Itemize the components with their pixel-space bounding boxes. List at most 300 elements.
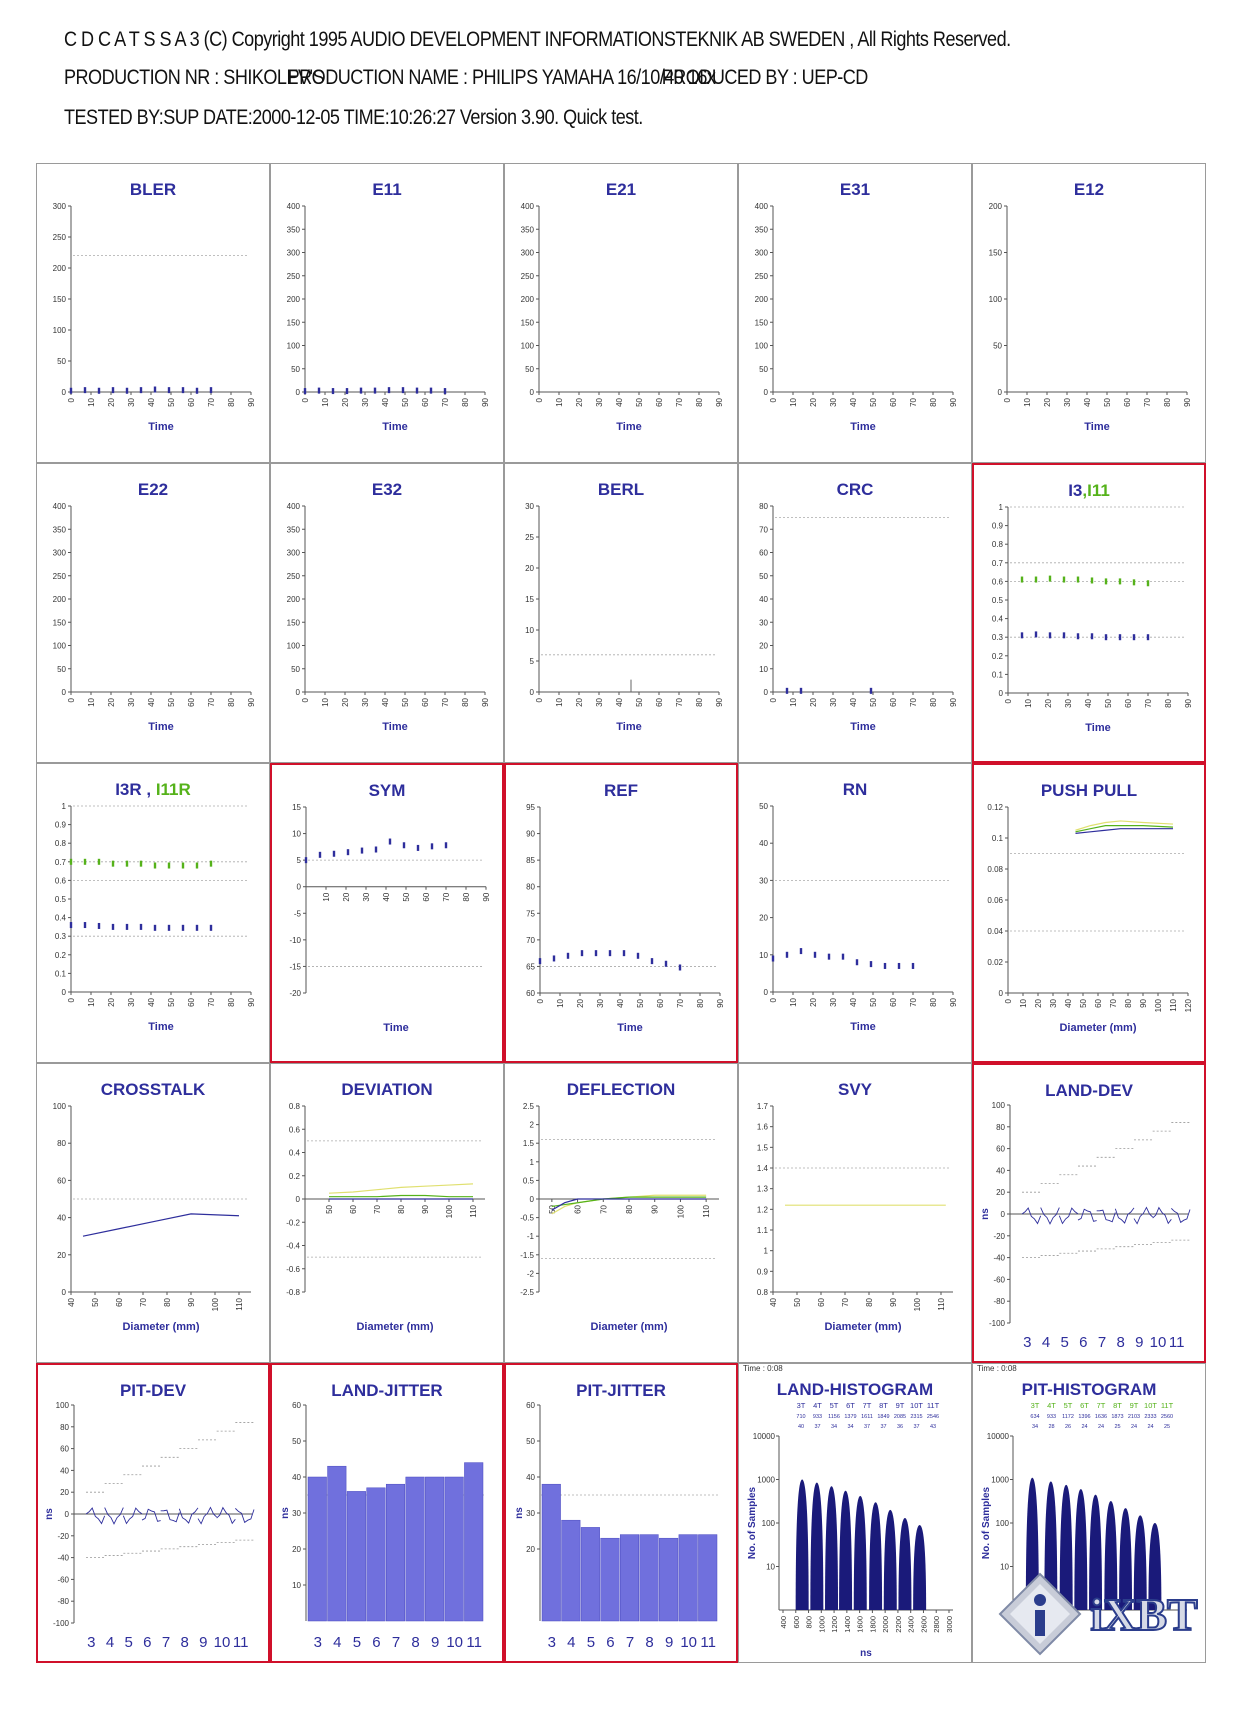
data-point (1063, 632, 1065, 638)
data-point (333, 851, 335, 857)
panel-landdev (972, 1063, 1206, 1363)
production-name: PRODUCTION NAME : PHILIPS YAMAHA 16/10/40 16x (287, 66, 716, 89)
y-tick-label: 250 (520, 271, 534, 281)
x-tick-label: 30 (127, 698, 136, 707)
x-tick-label: 20 (107, 398, 116, 407)
y-tick-label: 0.1 (991, 834, 1003, 843)
x-tick-label: 40 (1064, 999, 1073, 1008)
data-point (182, 863, 184, 869)
x-tick-label: 10 (87, 698, 96, 707)
data-point (402, 387, 404, 393)
x-tick-label: 60 (187, 398, 196, 407)
panel-crosstalk (36, 1063, 270, 1363)
y-tick-label: 350 (286, 225, 300, 235)
y-tick-label: 40 (759, 595, 768, 604)
y-tick-label: 0.7 (54, 857, 66, 867)
sigma-value: 37 (880, 1424, 887, 1430)
y-tick-label: 300 (754, 248, 768, 258)
y-tick-label: 0.04 (987, 927, 1003, 936)
y-tick-label: 60 (526, 1401, 535, 1410)
x-tick-label: 100 (211, 1298, 220, 1312)
data-point (196, 388, 198, 394)
data-point (182, 387, 184, 393)
deviation-trace (1041, 1208, 1060, 1224)
chart-title-main: E31 (839, 180, 871, 199)
run-length-label: 4T (1047, 1401, 1056, 1410)
x-tick-label: 40 (615, 398, 624, 407)
chart-title-main: PIT-DEV (119, 1381, 187, 1400)
y-tick-label: 150 (286, 318, 300, 328)
x-tick-label: 60 (187, 698, 196, 707)
y-tick-label: 100 (52, 326, 66, 335)
data-point (679, 964, 681, 970)
y-axis-label: No. of Samples (747, 1486, 758, 1560)
series-line (83, 1214, 239, 1236)
chart-title-main: SVY (837, 1080, 873, 1099)
x-tick-label: 30 (595, 698, 604, 707)
y-tick-label: 350 (754, 225, 768, 235)
y-tick-label: 50 (291, 664, 300, 674)
x-axis-label: Time (850, 721, 876, 733)
y-tick-label: 100 (286, 341, 300, 351)
y-tick-label: 30 (292, 1509, 301, 1518)
y-tick-label: 0.6 (54, 876, 66, 886)
y-tick-label: 0.4 (991, 614, 1003, 624)
x-tick-label: 30 (362, 892, 371, 902)
y-tick-label: -20 (57, 1531, 69, 1541)
bar (679, 1535, 698, 1621)
x-tick-label: 80 (462, 892, 471, 902)
chart-deviation (271, 1064, 505, 1364)
data-point (304, 388, 306, 394)
run-length-label: 7T (862, 1401, 872, 1410)
data-point (1119, 578, 1121, 584)
x-tick-label: 50 (167, 998, 176, 1007)
y-tick-label: 50 (291, 364, 300, 374)
panel-ref (504, 763, 738, 1063)
y-tick-label: -10 (289, 935, 301, 945)
x-tick-label: 50 (1079, 999, 1088, 1008)
sigma-value: 24 (1130, 1424, 1138, 1430)
x-tick-label: 60 (817, 1298, 826, 1307)
y-axis-label: No. of Samples (981, 1486, 992, 1560)
y-tick-label: 20 (57, 1250, 66, 1260)
y-tick-label: 0 (64, 1510, 69, 1519)
x-tick-label: 30 (596, 999, 605, 1008)
x-tick-label: 60 (115, 1298, 124, 1307)
y-tick-label: 2 (529, 1120, 534, 1130)
x-tick-label: 10 (555, 698, 564, 707)
y-tick-label: -1 (526, 1232, 534, 1242)
data-point (360, 388, 362, 394)
y-tick-label: 100 (55, 1401, 69, 1410)
x-category-label: 3 (1023, 1334, 1032, 1351)
x-tick-label: 30 (829, 998, 838, 1007)
y-tick-label: 60 (759, 548, 768, 558)
y-tick-label: 0.5 (522, 1176, 534, 1186)
x-tick-label: 70 (909, 398, 918, 407)
x-tick-label: 110 (469, 1205, 478, 1218)
chart-pitdev (38, 1365, 272, 1665)
y-tick-label: 10000 (986, 1432, 1009, 1441)
data-point (361, 848, 363, 854)
data-point (84, 859, 86, 865)
data-point (416, 388, 418, 394)
y-tick-label: 1.2 (756, 1205, 768, 1215)
data-point (210, 387, 212, 393)
x-tick-label: 90 (1183, 398, 1192, 407)
mean-value: 1849 (877, 1414, 890, 1420)
x-tick-label: 50 (869, 698, 878, 707)
x-tick-label: 400 (779, 1616, 788, 1629)
x-tick-label: 0 (301, 398, 310, 403)
y-tick-label: 0.9 (991, 521, 1003, 531)
x-category-label: 5 (586, 1634, 596, 1651)
y-tick-label: 250 (754, 271, 768, 281)
x-tick-label: 70 (1144, 699, 1153, 708)
y-tick-label: -100 (52, 1619, 69, 1628)
x-axis-label: Diameter (mm) (590, 1321, 668, 1333)
x-tick-label: 70 (1143, 398, 1152, 407)
chart-title-main: I3R , (115, 780, 152, 799)
chart-svy (739, 1064, 973, 1364)
chart-pitjitter (506, 1365, 740, 1665)
data-point (1133, 634, 1135, 640)
run-length-label: 9T (1129, 1401, 1139, 1410)
x-tick-label: 80 (929, 998, 938, 1007)
run-length-label: 8T (879, 1401, 888, 1410)
deviation-trace (161, 1510, 180, 1522)
data-point (1035, 631, 1037, 637)
x-tick-label: 90 (421, 1205, 430, 1214)
y-tick-label: 30 (526, 1509, 535, 1518)
y-tick-label: 0.02 (987, 958, 1003, 967)
x-tick-label: 10 (87, 998, 96, 1007)
header-production (64, 66, 868, 90)
data-point (126, 924, 128, 930)
x-tick-label: 50 (1103, 398, 1112, 407)
y-tick-label: 30 (525, 502, 534, 511)
x-category-label: 5 (1060, 1334, 1069, 1351)
x-tick-label: 2400 (906, 1616, 916, 1633)
y-tick-label: -60 (57, 1575, 69, 1585)
y-tick-label: 200 (520, 295, 534, 304)
x-tick-label: 0 (769, 398, 778, 403)
y-tick-label: 100 (995, 1519, 1009, 1528)
x-axis-label: ns (860, 1648, 872, 1659)
x-tick-label: 110 (702, 1205, 712, 1218)
y-tick-label: 0 (295, 1195, 300, 1204)
y-tick-label: 10 (766, 1562, 775, 1572)
x-tick-label: 1400 (842, 1616, 852, 1633)
deviation-trace (1097, 1210, 1116, 1222)
data-point (168, 387, 170, 393)
x-tick-label: 70 (442, 892, 451, 902)
panel-rn (738, 763, 972, 1063)
data-point (884, 963, 886, 969)
series-line (1076, 829, 1174, 834)
chart-title-main: LAND-HISTOGRAM (776, 1380, 934, 1399)
x-tick-label: 2200 (893, 1616, 903, 1633)
x-category-label: 3 (87, 1634, 96, 1651)
produced-by: PRODUCED BY : UEP-CD (661, 66, 868, 89)
y-tick-label: 0 (61, 988, 66, 997)
x-tick-label: 90 (481, 398, 490, 407)
x-tick-label: 10 (555, 398, 564, 407)
y-tick-label: 250 (286, 571, 300, 581)
x-tick-label: 0 (67, 398, 76, 403)
x-tick-label: 60 (656, 999, 665, 1008)
y-tick-label: 50 (57, 664, 66, 674)
y-tick-label: -40 (993, 1253, 1005, 1263)
x-tick-label: 0 (535, 398, 544, 403)
mean-value: 933 (812, 1414, 823, 1420)
y-tick-label: 60 (60, 1444, 69, 1454)
y-tick-label: -2 (526, 1269, 534, 1279)
mean-value: 1636 (1094, 1414, 1108, 1420)
y-tick-label: 150 (286, 618, 300, 628)
chart-bler (37, 164, 271, 464)
data-point (856, 959, 858, 965)
bar (542, 1484, 561, 1621)
y-tick-label: 400 (520, 202, 534, 211)
x-tick-label: 10 (1019, 999, 1028, 1008)
chart-e21 (505, 164, 739, 464)
y-tick-label: 0.4 (54, 913, 66, 923)
x-tick-label: 90 (949, 698, 958, 707)
y-tick-label: 65 (526, 962, 535, 972)
data-point (1049, 576, 1051, 582)
x-tick-label: 40 (147, 998, 156, 1007)
x-tick-label: 2800 (932, 1616, 942, 1633)
y-tick-label: 0.5 (54, 895, 66, 904)
chart-title-main: E11 (372, 180, 402, 199)
mean-value: 2103 (1127, 1414, 1141, 1420)
x-category-label: 6 (143, 1634, 152, 1651)
chart-berl (505, 464, 739, 764)
x-tick-label: 0 (1003, 398, 1012, 403)
chart-title-main: PIT-HISTOGRAM (1021, 1380, 1157, 1399)
chart-i3i11 (974, 465, 1208, 765)
chart-e32 (271, 464, 505, 764)
x-tick-label: 20 (107, 698, 116, 707)
x-tick-label: 40 (381, 398, 390, 407)
x-tick-label: 0 (301, 698, 310, 703)
sigma-value: 40 (797, 1424, 805, 1430)
chart-title-main: E32 (371, 480, 403, 499)
x-tick-label: 100 (676, 1205, 686, 1219)
x-tick-label: 50 (793, 1298, 802, 1307)
x-category-label: 10 (213, 1634, 231, 1651)
deviation-trace (1078, 1209, 1097, 1221)
deviation-trace (1171, 1208, 1190, 1222)
y-tick-label: 50 (57, 357, 66, 366)
y-tick-label: 20 (60, 1488, 69, 1498)
x-tick-label: 70 (909, 998, 918, 1007)
data-point (1133, 579, 1135, 585)
y-tick-label: 10 (759, 664, 768, 674)
data-point (539, 958, 541, 964)
x-tick-label: 1000 (817, 1616, 827, 1633)
y-tick-label: 0.9 (756, 1267, 768, 1277)
y-tick-label: 1000 (991, 1475, 1009, 1485)
x-tick-label: 40 (147, 698, 156, 707)
data-point (786, 688, 788, 694)
x-tick-label: 40 (849, 698, 858, 707)
x-tick-label: 70 (676, 999, 685, 1008)
y-tick-label: 1 (529, 1157, 534, 1167)
x-tick-label: 50 (167, 398, 176, 407)
x-tick-label: 80 (696, 999, 705, 1008)
x-tick-label: 600 (791, 1616, 801, 1629)
y-tick-label: 0 (998, 989, 1003, 998)
bar (562, 1520, 581, 1621)
y-tick-label: 60 (996, 1144, 1005, 1154)
data-point (84, 922, 86, 928)
x-tick-label: 90 (247, 998, 256, 1007)
y-tick-label: 40 (996, 1166, 1005, 1176)
x-axis-label: Time (382, 421, 408, 433)
mean-value: 710 (796, 1414, 806, 1420)
data-point (84, 387, 86, 393)
histogram-peak (839, 1491, 852, 1610)
sigma-value: 26 (1064, 1424, 1072, 1430)
data-point (154, 387, 156, 393)
data-point (786, 952, 788, 958)
x-category-label: 8 (1116, 1334, 1125, 1351)
data-point (1105, 634, 1107, 640)
y-tick-label: 400 (286, 502, 300, 511)
y-tick-label: 150 (52, 618, 66, 628)
x-tick-label: 70 (1109, 999, 1118, 1008)
y-tick-label: 80 (60, 1422, 69, 1432)
chart-title-main: REF (604, 781, 638, 800)
data-point (814, 952, 816, 958)
mean-value: 634 (1030, 1414, 1040, 1420)
x-tick-label: 80 (929, 398, 938, 407)
y-tick-label: 100 (520, 341, 534, 351)
x-tick-label: 90 (481, 698, 490, 707)
data-point (1147, 634, 1149, 640)
data-point (1021, 577, 1023, 583)
x-tick-label: 70 (675, 398, 684, 407)
y-tick-label: 10 (292, 1581, 301, 1590)
x-tick-label: 80 (397, 1205, 406, 1214)
chart-crosstalk (37, 1064, 271, 1364)
x-axis-label: Time (850, 421, 876, 433)
data-point (168, 925, 170, 931)
data-point (112, 387, 114, 393)
chart-title-main: E21 (605, 180, 637, 199)
x-tick-label: 60 (421, 698, 430, 707)
data-point (1035, 577, 1037, 583)
x-tick-label: 90 (247, 398, 256, 407)
data-point (126, 861, 128, 867)
x-tick-label: 20 (107, 998, 116, 1007)
y-tick-label: 350 (520, 225, 534, 235)
sigma-value: 34 (830, 1424, 838, 1430)
chart-landjitter (272, 1365, 506, 1665)
x-tick-label: 90 (247, 698, 256, 707)
panel-e31 (738, 163, 972, 463)
x-tick-label: 3000 (945, 1616, 954, 1633)
data-point (70, 922, 72, 928)
y-tick-label: 0.6 (288, 1125, 300, 1135)
x-axis-label: Time (383, 1022, 409, 1034)
y-tick-label: 80 (57, 1139, 66, 1149)
y-tick-label: 0.3 (54, 932, 66, 942)
y-tick-label: 25 (525, 533, 534, 542)
sigma-value: 34 (847, 1424, 854, 1430)
run-length-label: 9T (895, 1401, 905, 1410)
data-point (430, 388, 432, 394)
run-length-label: 11T (1160, 1401, 1174, 1410)
x-category-label: 4 (567, 1634, 576, 1651)
bar (445, 1477, 464, 1621)
y-tick-label: 60 (526, 989, 535, 998)
chart-deflection (505, 1064, 739, 1364)
data-point (1049, 632, 1051, 638)
run-length-label: 3T (796, 1401, 806, 1410)
data-point (800, 688, 802, 694)
x-axis-label: Diameter (mm) (356, 1321, 434, 1333)
x-tick-label: 0 (67, 998, 76, 1003)
histogram-peak (810, 1483, 823, 1610)
y-tick-label: 15 (292, 803, 301, 812)
bar (640, 1535, 659, 1621)
data-point (196, 925, 198, 931)
bar (620, 1535, 639, 1621)
data-point (870, 961, 872, 967)
panel-svy (738, 1063, 972, 1363)
y-tick-label: 40 (60, 1466, 69, 1476)
y-tick-label: 1 (998, 503, 1003, 512)
x-tick-label: 100 (913, 1298, 922, 1312)
y-tick-label: 150 (520, 318, 534, 328)
chart-title-secondary: ,I11 (1082, 481, 1110, 500)
y-tick-label: 300 (520, 248, 534, 258)
y-tick-label: 5 (529, 657, 534, 666)
data-point (595, 950, 597, 956)
y-tick-label: 0.4 (288, 1148, 300, 1158)
x-tick-label: 40 (382, 892, 391, 902)
data-point (444, 388, 446, 394)
data-point (651, 958, 653, 964)
x-tick-label: 10 (556, 999, 565, 1008)
y-tick-label: 0.9 (54, 820, 66, 830)
sigma-value: 43 (929, 1424, 937, 1430)
bar (698, 1535, 717, 1621)
deviation-trace (1022, 1208, 1041, 1223)
y-tick-label: -0.8 (286, 1288, 300, 1297)
deviation-trace (1134, 1207, 1153, 1223)
data-point (126, 388, 128, 394)
y-tick-label: 1.4 (756, 1164, 768, 1173)
data-point (1077, 577, 1079, 583)
x-tick-label: 80 (227, 698, 236, 707)
data-point (1063, 577, 1065, 583)
x-tick-label: 0 (536, 999, 545, 1004)
y-tick-label: -0.6 (286, 1264, 300, 1274)
x-tick-label: 60 (655, 398, 664, 407)
y-tick-label: 20 (292, 1545, 301, 1554)
bar (347, 1491, 366, 1621)
series-line (329, 1196, 473, 1197)
chart-title-secondary: I11R (151, 780, 191, 799)
y-tick-label: -80 (993, 1297, 1005, 1307)
data-point (98, 388, 100, 394)
x-tick-label: 1600 (855, 1616, 865, 1633)
